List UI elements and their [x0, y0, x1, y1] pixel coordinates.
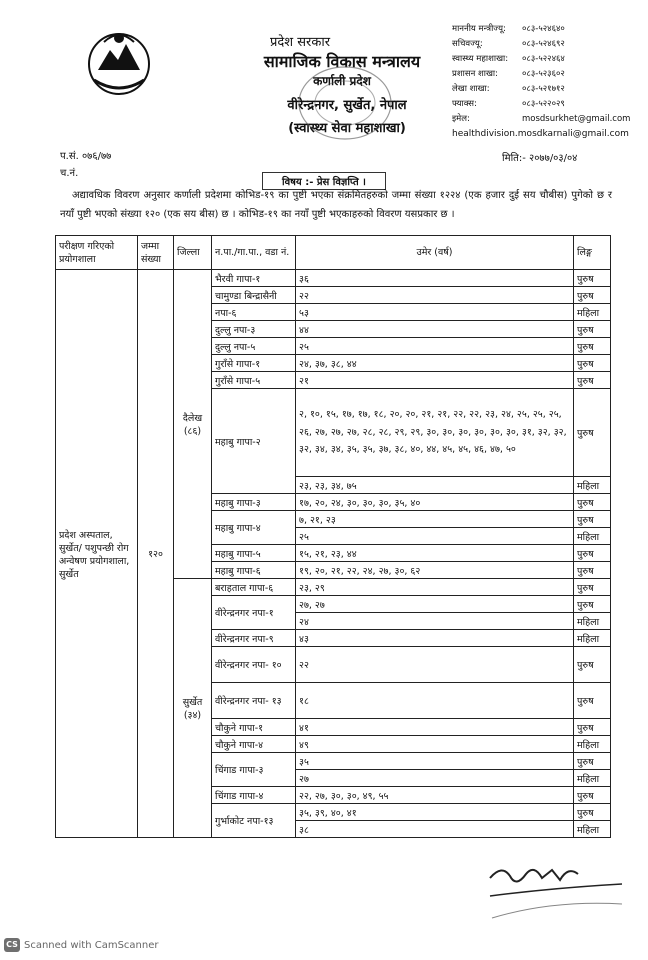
- sex-cell: पुरुष: [574, 355, 611, 372]
- header-line-1: प्रदेश सरकार: [269, 35, 331, 50]
- sex-cell: पुरुष: [574, 389, 611, 477]
- municipality-cell: नपा-६: [212, 304, 296, 321]
- age-cell: १९, २०, २१, २२, २४, २७, ३०, ६२: [296, 562, 574, 579]
- municipality-cell: वीरेन्द्रनगर नपा- १३: [212, 683, 296, 719]
- age-cell: ४९: [296, 736, 574, 753]
- sex-cell: पुरुष: [574, 753, 611, 770]
- sex-cell: पुरुष: [574, 545, 611, 562]
- header-total: जम्मा संख्या: [138, 236, 174, 270]
- sex-cell: महिला: [574, 770, 611, 787]
- scanner-label: Scanned with CamScanner: [24, 939, 159, 951]
- contact-row: माननीय मन्त्रीज्यू: ०८३-५२४६४०: [452, 24, 565, 34]
- dispatch-number: च.नं.: [60, 168, 79, 179]
- table-row: [56, 270, 611, 287]
- subject-line: विषय :- प्रेस विज्ञप्ति ।: [262, 172, 386, 190]
- scanner-watermark: [4, 938, 159, 952]
- age-cell: २, १०, १५, १७, १७, १८, २०, २०, २१, २१, २२, २२, २३, २४, २५, २५, २५, २६, २७, २७, २७, २८, २८, २९, २९, ३०, ३०, ३०, ३०, ३०, ३०, ३१, ३२, ३२, ३२, ३४, ३४, ३५, ३५, ३७, ३८, ४०, ४४, ४५, ४५, ४६, ४७, ५०: [296, 389, 574, 477]
- sex-cell: पुरुष: [574, 804, 611, 821]
- age-cell: ३६: [296, 270, 574, 287]
- age-cell: २२: [296, 287, 574, 304]
- sex-cell: महिला: [574, 528, 611, 545]
- sex-cell: महिला: [574, 304, 611, 321]
- sex-cell: पुरुष: [574, 287, 611, 304]
- age-cell: २३, २३, ३४, ७५: [296, 477, 574, 494]
- municipality-cell: दुल्लु नपा-५: [212, 338, 296, 355]
- municipality-cell: बराहताल गापा-६: [212, 579, 296, 596]
- email-row: इमेल: mosdsurkhet@gmail.com: [452, 112, 642, 127]
- age-cell: ५३: [296, 304, 574, 321]
- municipality-cell: महाबु गापा-३: [212, 494, 296, 511]
- age-cell: २२, २७, ३०, ३०, ४९, ५५: [296, 787, 574, 804]
- division-name: (स्वास्थ्य सेवा महाशाखा): [288, 121, 406, 136]
- age-cell: ४१: [296, 719, 574, 736]
- header-municipality: न.पा./गा.पा., वडा नं.: [212, 236, 296, 270]
- municipality-cell: वीरेन्द्रनगर नपा-९: [212, 630, 296, 647]
- contact-row: लेखा शाखा: ०८३-५२१७१२: [452, 84, 565, 94]
- sex-cell: पुरुष: [574, 579, 611, 596]
- lab-name-cell: प्रदेश अस्पताल, सुर्खेत/ पशुपन्छी रोग अन्वेषण प्रयोगशाला, सुर्खेत: [56, 270, 138, 838]
- age-cell: २३, २९: [296, 579, 574, 596]
- ministry-title: सामाजिक विकास मन्त्रालय: [263, 52, 421, 71]
- municipality-cell: भैरवी गापा-१: [212, 270, 296, 287]
- municipality-cell: चिंगाड गापा-४: [212, 787, 296, 804]
- sex-cell: महिला: [574, 613, 611, 630]
- municipality-cell: महाबु गापा-२: [212, 389, 296, 494]
- government-emblem-logo: [80, 24, 158, 102]
- age-cell: ३५: [296, 753, 574, 770]
- age-cell: १५, २१, २३, ४४: [296, 545, 574, 562]
- covid-cases-table: [55, 235, 611, 838]
- sex-cell: पुरुष: [574, 647, 611, 683]
- sex-cell: महिला: [574, 630, 611, 647]
- sex-cell: पुरुष: [574, 511, 611, 528]
- office-address: वीरेन्द्रनगर, सुर्खेत, नेपाल: [287, 98, 407, 113]
- sex-cell: पुरुष: [574, 372, 611, 389]
- reference-block: [60, 148, 111, 182]
- contact-row: स्वास्थ्य महाशाखा: ०८३-५२२४६४: [452, 54, 565, 64]
- sex-cell: महिला: [574, 477, 611, 494]
- municipality-cell: महाबु गापा-४: [212, 511, 296, 545]
- municipality-cell: गुराँसे गापा-१: [212, 355, 296, 372]
- age-cell: ७, २१, २३: [296, 511, 574, 528]
- municipality-cell: गुराँसे गापा-५: [212, 372, 296, 389]
- sex-cell: पुरुष: [574, 683, 611, 719]
- sex-cell: पुरुष: [574, 494, 611, 511]
- sex-cell: पुरुष: [574, 596, 611, 613]
- municipality-cell: चिंगाड गापा-३: [212, 753, 296, 787]
- sex-cell: महिला: [574, 821, 611, 838]
- municipality-cell: महाबु गापा-६: [212, 562, 296, 579]
- email-link[interactable]: mosdsurkhet@gmail.com: [522, 114, 631, 124]
- sex-cell: पुरुष: [574, 719, 611, 736]
- municipality-cell: वीरेन्द्रनगर नपा-१: [212, 596, 296, 630]
- municipality-cell: चौकुने गापा-४: [212, 736, 296, 753]
- age-cell: २४: [296, 613, 574, 630]
- age-cell: २२: [296, 647, 574, 683]
- header-district: जिल्ला: [174, 236, 212, 270]
- municipality-cell: चामुण्डा बिन्द्रासैनी: [212, 287, 296, 304]
- age-cell: २५: [296, 528, 574, 545]
- handwritten-signature: [482, 860, 632, 940]
- age-cell: ४३: [296, 630, 574, 647]
- official-seal-stamp: [290, 60, 400, 146]
- age-cell: २४, ३७, ३८, ४४: [296, 355, 574, 372]
- age-cell: २५: [296, 338, 574, 355]
- sex-cell: महिला: [574, 736, 611, 753]
- email-link-2[interactable]: healthdivision.mosdkarnali@gmail.com: [452, 129, 629, 139]
- province-name: कर्णाली प्रदेश: [313, 74, 371, 88]
- table-header-row: [56, 236, 611, 270]
- municipality-cell: दुल्लु नपा-३: [212, 321, 296, 338]
- header-sex: लिङ्ग: [574, 236, 611, 270]
- body-paragraph: अद्यावधिक विवरण अनुसार कर्णाली प्रदेशमा कोभिड-१९ का पुष्टी भएका संक्रमितहरुको जम्मा संख्या १२२४ (एक हजार दुई सय चौबीस) पुगेको छ र नयाँ पुष्टी भएको संख्या १२० (एक सय बीस) छ । कोभिड-१९ का नयाँ पुष्टी भएकाहरुको विवरण यसप्रकार छ ।: [60, 190, 612, 220]
- header-age: उमेर (वर्ष): [296, 236, 574, 270]
- sex-cell: पुरुष: [574, 321, 611, 338]
- age-cell: ४४: [296, 321, 574, 338]
- header-lab: परीक्षण गरिएको प्रयोगशाला: [56, 236, 138, 270]
- total-count-cell: १२०: [138, 270, 174, 838]
- sex-cell: पुरुष: [574, 338, 611, 355]
- municipality-cell: महाबु गापा-५: [212, 545, 296, 562]
- municipality-cell: गुर्भाकोट नपा-१३: [212, 804, 296, 838]
- contact-list: [452, 22, 642, 142]
- contact-row: फ्याक्स: ०८३-५२२०२९: [452, 99, 565, 109]
- age-cell: २७, २७: [296, 596, 574, 613]
- sex-cell: पुरुष: [574, 562, 611, 579]
- contact-row: प्रशासन शाखा: ०८३-५२३६०२: [452, 69, 565, 79]
- camscanner-icon: CS: [4, 938, 20, 952]
- age-cell: ३८: [296, 821, 574, 838]
- district-surkhet-cell: सुर्खेत (३४): [174, 579, 212, 838]
- sex-cell: पुरुष: [574, 270, 611, 287]
- age-cell: २७: [296, 770, 574, 787]
- letter-date: मिति:- २०७७/०३/०४: [502, 153, 578, 164]
- municipality-cell: चौकुने गापा-१: [212, 719, 296, 736]
- sex-cell: पुरुष: [574, 787, 611, 804]
- municipality-cell: वीरेन्द्रनगर नपा- १०: [212, 647, 296, 683]
- age-cell: १८: [296, 683, 574, 719]
- district-dailekh-cell: दैलेख (८६): [174, 270, 212, 579]
- reference-number: प.सं. ०७६/७७: [60, 151, 112, 162]
- contact-row: सचिवज्यू: ०८३-५२४६९२: [452, 39, 565, 49]
- age-cell: २१: [296, 372, 574, 389]
- age-cell: १७, २०, २४, ३०, ३०, ३०, ३५, ४०: [296, 494, 574, 511]
- age-cell: ३५, ३९, ४०, ४१: [296, 804, 574, 821]
